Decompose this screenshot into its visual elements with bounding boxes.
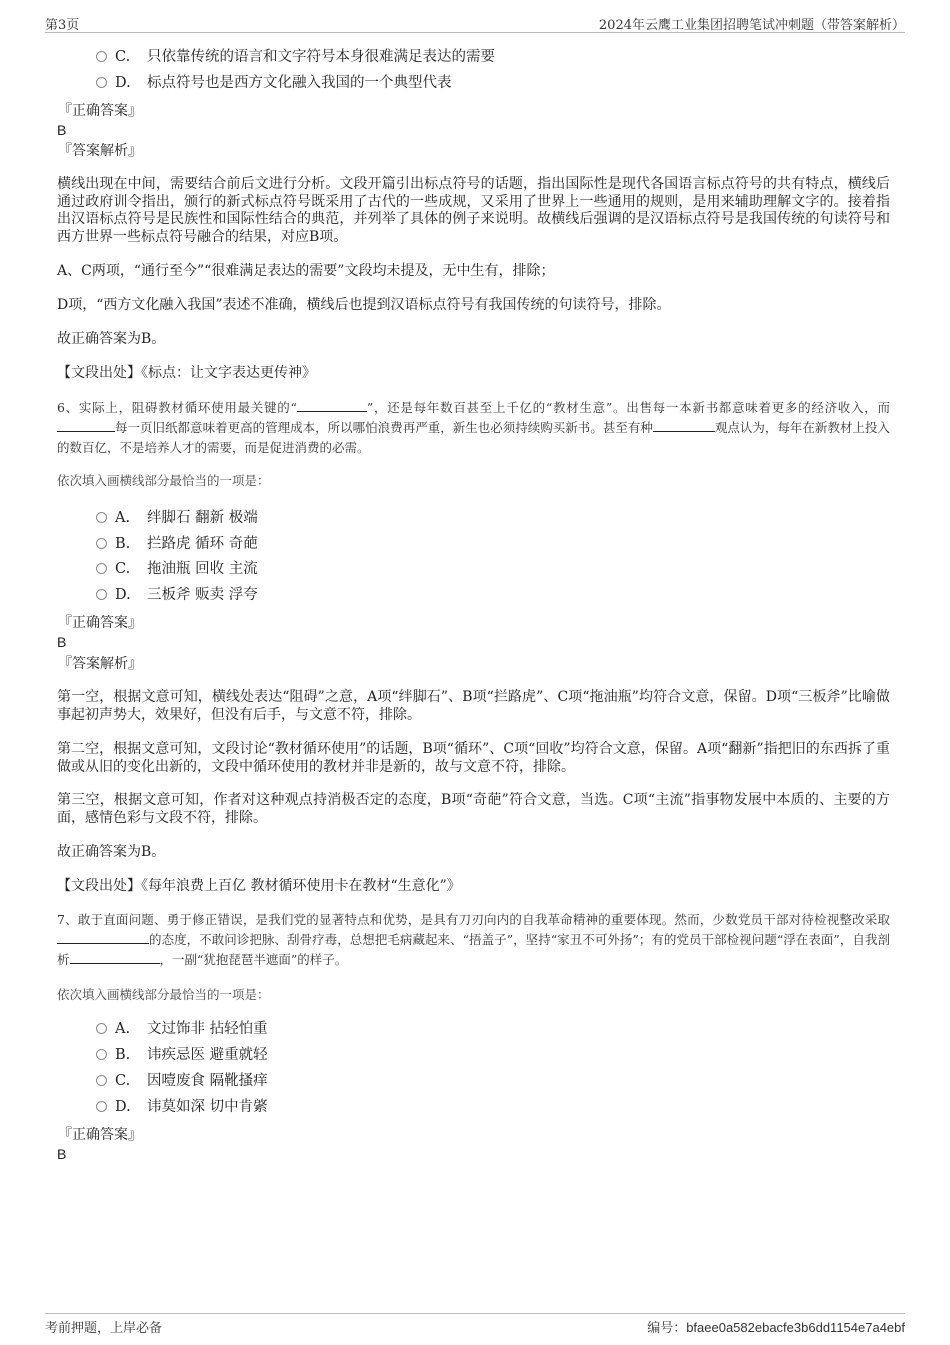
q7-option-c[interactable]: C. 因噎废食 隔靴搔痒 xyxy=(96,1071,268,1091)
q6-option-d[interactable]: D. 三板斧 贩卖 浮夸 xyxy=(96,585,258,605)
q7-stem: 7、敢于直面问题、勇于修正错误，是我们党的显著特点和优势，是具有刀刃向内的自我革命精神的重要体现。然而，少数党员干部对待检视整改采取的态度，不敢问诊把脉、刮骨疗毒，总想把毛病藏起来、“捂盖子”，坚持“家丑不可外扬”；有的党员干部检视问题“浮在表面”，自我剖析 ，一副“犹抱琵琶半遮面”的样子。 xyxy=(57,912,890,967)
footer-slogan: 考前押题，上岸必备 xyxy=(45,1321,163,1336)
radio-icon[interactable] xyxy=(96,512,107,523)
q5-answer: B xyxy=(57,122,67,138)
blank-2 xyxy=(70,951,160,964)
blank-3 xyxy=(653,419,715,432)
radio-icon[interactable] xyxy=(96,563,107,574)
q6-answer-label: 『正确答案』 xyxy=(58,615,142,631)
q7-prompt: 依次填入画横线部分最恰当的一项是： xyxy=(57,987,270,1002)
q6-analysis-paragraph: 第三空，根据文意可知，作者对这种观点持消极否定的态度，B项“奇葩”符合文意，当选。C项“主流”指事物发展中本质的、主要的方面，感情色彩与文段不符，排除。 xyxy=(57,792,890,826)
blank-1 xyxy=(57,931,149,944)
q7-answer: B xyxy=(57,1146,67,1162)
q6-analysis-paragraph: 第二空，根据文意可知，文段讨论“教材循环使用”的话题，B项“循环”、C项“回收”均符合文意，保留。A项“翻新”指把旧的东西拆了重做或从旧的变化出新的，文段中循环使用的教材并非是新的，故与文意不符，排除。 xyxy=(57,741,890,775)
q5-analysis-paragraph: 故正确答案为B。 xyxy=(57,331,166,347)
page-footer xyxy=(45,1313,905,1338)
q6-prompt: 依次填入画横线部分最恰当的一项是： xyxy=(57,473,270,488)
q6-option-c[interactable]: C. 拖油瓶 回收 主流 xyxy=(96,559,258,579)
q6-stem: 6、实际上，阻碍教材循环使用最关键的“ ”，还是每年数百甚至上千亿的“教材生意”。出售每一本新书都意味着更多的经济收入，而每一页旧纸都意味着更高的管理成本，所以哪怕浪费再严重，新生也必须持续购买新书。甚至有种 观点认为，每年在新教材上投入的数百亿，不是培养人才的需要，而是促进消费的必需。 xyxy=(57,400,890,455)
document-id: 编号：bfaee0a582ebacfe3b6dd1154e7a4ebf xyxy=(647,1320,905,1335)
q5-answer-label: 『正确答案』 xyxy=(58,103,142,119)
q7-answer-label: 『正确答案』 xyxy=(58,1127,142,1143)
q6-source: 【文段出处】《每年浪费上百亿 教材循环使用卡在教材“生意化”》 xyxy=(57,878,461,894)
q5-analysis-paragraph: D项，“西方文化融入我国”表述不准确，横线后也提到汉语标点符号有我国传统的句读符号，排除。 xyxy=(57,297,671,313)
radio-icon[interactable] xyxy=(96,1023,107,1034)
radio-icon[interactable] xyxy=(96,538,107,549)
q7-option-b[interactable]: B. 讳疾忌医 避重就轻 xyxy=(96,1045,268,1065)
radio-icon[interactable] xyxy=(96,51,107,62)
q5-source: 【文段出处】《标点：让文字表达更传神》 xyxy=(57,365,316,381)
q5-option-c[interactable]: C. 只依靠传统的语言和文字符号本身很难满足表达的需要 xyxy=(96,47,495,67)
q7-option-d[interactable]: D. 讳莫如深 切中肯綮 xyxy=(96,1097,268,1117)
radio-icon[interactable] xyxy=(96,77,107,88)
q6-option-b[interactable]: B. 拦路虎 循环 奇葩 xyxy=(96,534,258,554)
q5-analysis-paragraph: A、C两项，“通行至今”“很难满足表达的需要”文段均未提及，无中生有，排除； xyxy=(57,263,555,279)
document-title: 2024年云鹰工业集团招聘笔试冲刺题（带答案解析） xyxy=(598,18,905,33)
page-header xyxy=(45,12,905,33)
q5-analysis-paragraph: 横线出现在中间，需要结合前后文进行分析。文段开篇引出标点符号的话题，指出国际性是现代各国语言标点符号的共有特点，横线后通过政府训令指出，颁行的新式标点符号既采用了古代的一些成规，又采用了世界上一些通用的规则，是用来辅助理解文字的。接着指出汉语标点符号是民族性和国际性结合的典范，并列举了具体的例子来说明。故横线后强调的是汉语标点符号是我国传统的句读符号和西方世界一些标点符号融合的结果，对应B项。 xyxy=(57,176,890,245)
radio-icon[interactable] xyxy=(96,1049,107,1060)
page-number: 第3页 xyxy=(45,18,80,33)
radio-icon[interactable] xyxy=(96,589,107,600)
radio-icon[interactable] xyxy=(96,1075,107,1086)
q6-analysis-paragraph: 故正确答案为B。 xyxy=(57,844,166,860)
q7-option-a[interactable]: A. 文过饰非 拈轻怕重 xyxy=(96,1019,268,1039)
q6-option-a[interactable]: A. 绊脚石 翻新 极端 xyxy=(96,508,258,528)
q6-answer: B xyxy=(57,634,67,650)
q6-analysis-paragraph: 第一空，根据文意可知，横线处表达“阻碍”之意，A项“绊脚石”、B项“拦路虎”、C项“拖油瓶”均符合文意，保留。D项“三板斧”比喻做事起初声势大，效果好，但没有后手，与文意不符，排除。 xyxy=(57,689,890,723)
blank-1 xyxy=(297,399,367,412)
blank-2 xyxy=(57,419,115,432)
q5-option-d[interactable]: D. 标点符号也是西方文化融入我国的一个典型代表 xyxy=(96,73,452,93)
q5-analysis-label: 『答案解析』 xyxy=(58,143,142,159)
q6-analysis-label: 『答案解析』 xyxy=(58,656,142,672)
radio-icon[interactable] xyxy=(96,1101,107,1112)
